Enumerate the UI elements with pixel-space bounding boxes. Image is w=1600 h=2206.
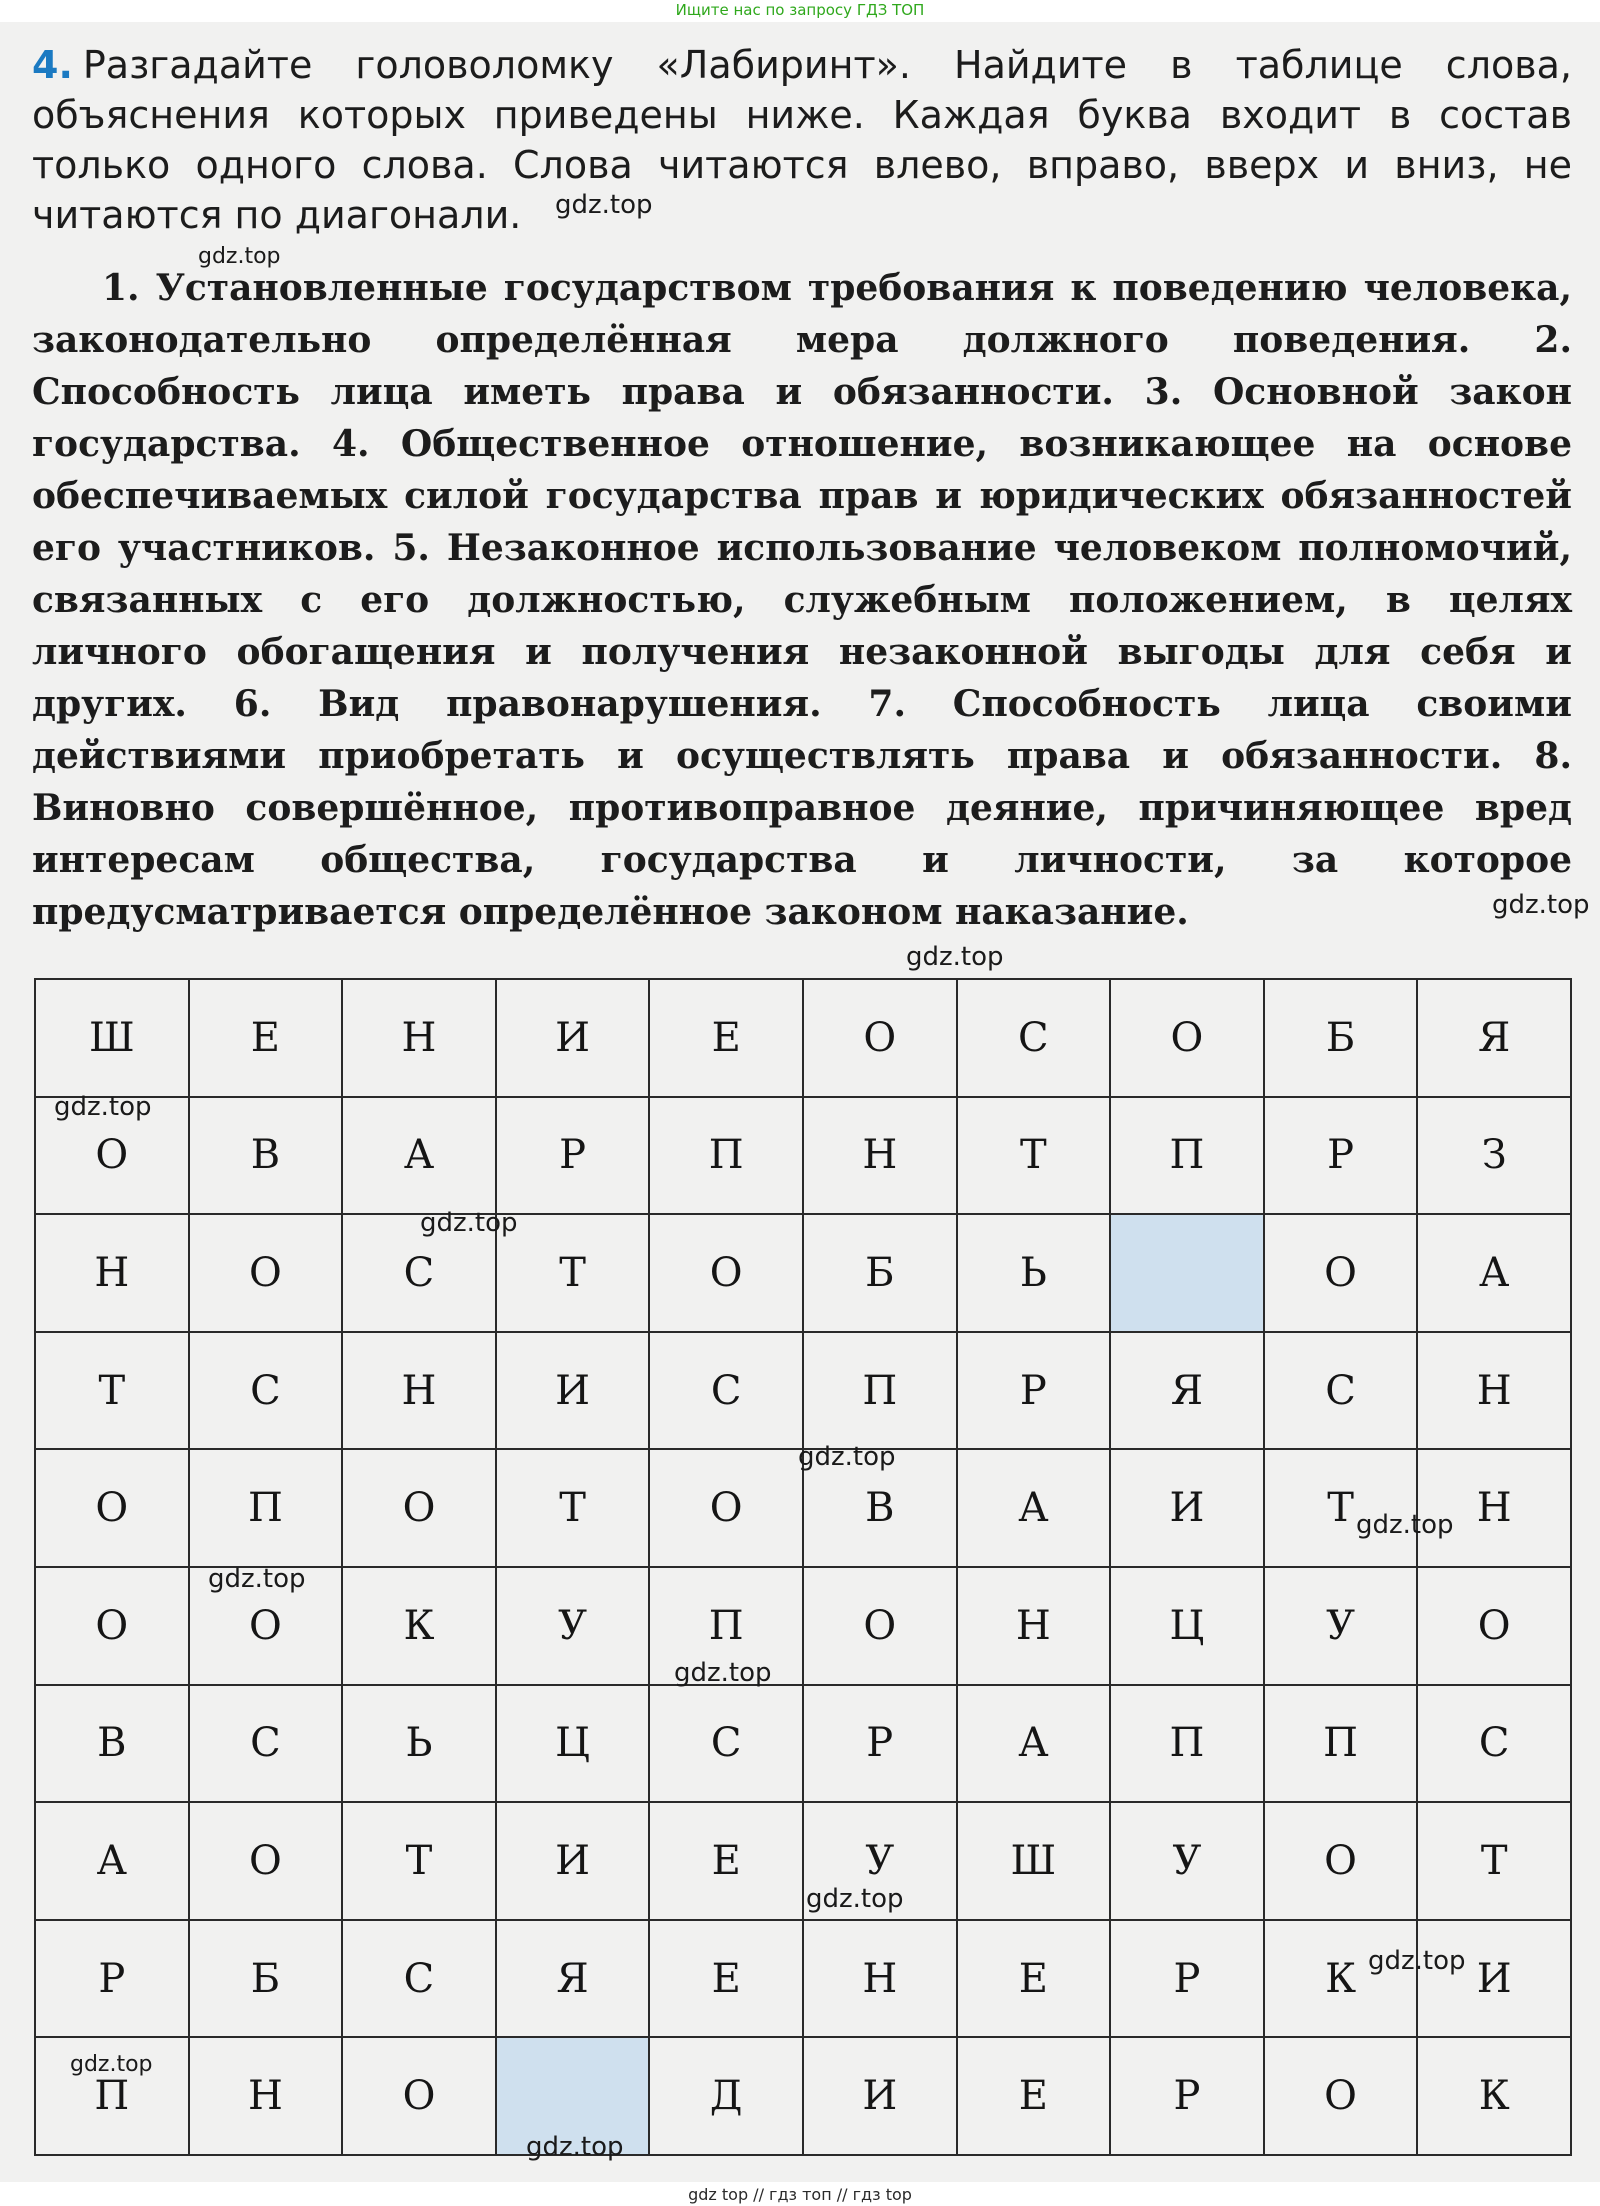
- grid-cell: К: [342, 1567, 496, 1685]
- grid-cell: Т: [1264, 1449, 1418, 1567]
- grid-cell: А: [1417, 1214, 1571, 1332]
- grid-cell: И: [496, 1332, 650, 1450]
- bottom-bar: gdz top // гдз топ // гдз top: [688, 2185, 912, 2204]
- grid-cell: О: [803, 1567, 957, 1685]
- definition-2-text: Способность лица иметь права и обязанности.: [32, 371, 1114, 413]
- watermark: gdz.top: [420, 1208, 518, 1238]
- grid-cell: Т: [957, 1097, 1111, 1215]
- grid-cell: Р: [35, 1920, 189, 2038]
- definition-1-text: Установленные государством требования к поведению человека, законодательно определённая мера должного поведения.: [32, 267, 1572, 361]
- grid-cell: Я: [1417, 979, 1571, 1097]
- grid-cell: О: [1264, 1214, 1418, 1332]
- definition-8-number: 8.: [1534, 735, 1572, 777]
- grid-row: [35, 1802, 1571, 1920]
- grid-cell: Н: [342, 979, 496, 1097]
- grid-row: [35, 1214, 1571, 1332]
- grid-cell: Т: [1417, 1802, 1571, 1920]
- grid-cell: Д: [649, 2037, 803, 2155]
- grid-cell: Н: [1417, 1449, 1571, 1567]
- task-instructions: Разгадайте головоломку «Лабиринт». Найдите в таблице слова, объяснения которых приведены ниже. Каждая буква входит в состав только одного слова. Слова читаются влево, вправо, вверх и вниз, не читаются по диагонали.: [32, 43, 1572, 237]
- definitions: [32, 262, 1572, 938]
- grid-cell: Н: [1417, 1332, 1571, 1450]
- grid-cell: У: [1264, 1567, 1418, 1685]
- grid-cell: П: [649, 1567, 803, 1685]
- grid-cell: А: [35, 1802, 189, 1920]
- grid-cell: Ь: [957, 1214, 1111, 1332]
- watermark: gdz.top: [208, 1564, 306, 1594]
- grid-cell: С: [342, 1214, 496, 1332]
- grid-cell: О: [189, 1567, 343, 1685]
- grid-cell: Р: [496, 1097, 650, 1215]
- grid-cell: С: [649, 1685, 803, 1803]
- grid-cell: О: [189, 1802, 343, 1920]
- grid-cell: Ш: [35, 979, 189, 1097]
- grid-cell: С: [189, 1685, 343, 1803]
- grid-cell: Е: [649, 979, 803, 1097]
- definition-5-text: Незаконное использование человеком полномочий, связанных с его должностью, служебным положением, в целях личного обогащения и получения незаконной выгоды для себя и других.: [32, 527, 1572, 725]
- grid-row: [35, 1685, 1571, 1803]
- grid-cell: К: [1264, 1920, 1418, 2038]
- grid-cell: В: [35, 1685, 189, 1803]
- grid-cell: О: [342, 2037, 496, 2155]
- grid-cell: У: [803, 1802, 957, 1920]
- grid-cell: О: [35, 1449, 189, 1567]
- grid-cell: С: [189, 1332, 343, 1450]
- watermark: gdz.top: [54, 1092, 152, 1122]
- grid-cell: Б: [1264, 979, 1418, 1097]
- grid-cell: Ш: [957, 1802, 1111, 1920]
- grid-cell: Н: [35, 1214, 189, 1332]
- grid-cell: Н: [342, 1332, 496, 1450]
- definition-2-number: 2.: [1534, 319, 1572, 361]
- grid-cell: И: [803, 2037, 957, 2155]
- grid-cell: О: [1110, 979, 1264, 1097]
- grid-cell: П: [803, 1332, 957, 1450]
- grid-cell: О: [649, 1449, 803, 1567]
- grid-cell: О: [342, 1449, 496, 1567]
- grid-cell: С: [1417, 1685, 1571, 1803]
- definition-3-text: Основной закон государства.: [32, 371, 1572, 465]
- definition-5-number: 5.: [392, 527, 430, 569]
- watermark: gdz.top: [555, 190, 653, 220]
- grid-cell: О: [803, 979, 957, 1097]
- grid-cell: С: [649, 1332, 803, 1450]
- grid-cell: Т: [35, 1332, 189, 1450]
- textbook-page: [0, 22, 1600, 2182]
- grid-cell: О: [1264, 1802, 1418, 1920]
- watermark: gdz.top: [1356, 1510, 1454, 1540]
- definition-8-text: Виновно совершённое, противоправное деяние, причиняющее вред интересам общества, государства и личности, за которое предусматривается определённое законом наказание.: [32, 787, 1572, 933]
- watermark: gdz.top: [1368, 1946, 1466, 1976]
- grid-cell: В: [803, 1449, 957, 1567]
- watermark: gdz.top: [1492, 890, 1590, 920]
- definition-7-text: Способность лица своими действиями приобретать и осуществлять права и обязанности.: [32, 683, 1572, 777]
- grid-cell: [1110, 1214, 1264, 1332]
- grid-cell: Б: [189, 1920, 343, 2038]
- grid-row: [35, 2037, 1571, 2155]
- watermark: gdz.top: [674, 1658, 772, 1688]
- task-text: [32, 40, 1572, 240]
- grid-cell: С: [957, 979, 1111, 1097]
- definition-7-number: 7.: [868, 683, 906, 725]
- grid-cell: Е: [649, 1920, 803, 2038]
- definition-1-number: 1.: [102, 267, 140, 309]
- grid-cell: А: [957, 1685, 1111, 1803]
- grid-cell: Р: [1110, 1920, 1264, 2038]
- grid-cell: Р: [803, 1685, 957, 1803]
- grid-cell: А: [957, 1449, 1111, 1567]
- grid-cell: О: [1264, 2037, 1418, 2155]
- grid-cell: С: [342, 1920, 496, 2038]
- grid-row: [35, 1332, 1571, 1450]
- watermark: gdz.top: [198, 244, 281, 269]
- grid-cell: П: [1110, 1097, 1264, 1215]
- grid-cell: П: [649, 1097, 803, 1215]
- watermark: gdz.top: [906, 942, 1004, 972]
- grid-cell: Я: [1110, 1332, 1264, 1450]
- grid-row: [35, 1920, 1571, 2038]
- grid-cell: О: [35, 1567, 189, 1685]
- grid-cell: О: [189, 1214, 343, 1332]
- top-banner: Ищите нас по запросу ГДЗ ТОП: [675, 1, 925, 19]
- grid-cell: П: [35, 2037, 189, 2155]
- grid-row: [35, 1097, 1571, 1215]
- grid-cell: О: [1417, 1567, 1571, 1685]
- grid-cell: У: [1110, 1802, 1264, 1920]
- definition-4-text: Общественное отношение, возникающее на основе обеспечиваемых силой государства прав и юридических обязанностей его участников.: [32, 423, 1572, 569]
- grid-row: [35, 979, 1571, 1097]
- grid-cell: Р: [1110, 2037, 1264, 2155]
- grid-cell: Ц: [496, 1685, 650, 1803]
- definition-6-number: 6.: [233, 683, 272, 725]
- task-number: 4.: [32, 43, 73, 87]
- definition-4-number: 4.: [331, 423, 370, 465]
- watermark: gdz.top: [806, 1884, 904, 1914]
- grid-cell: Ь: [342, 1685, 496, 1803]
- grid-cell: Е: [189, 979, 343, 1097]
- grid-cell: П: [1110, 1685, 1264, 1803]
- grid-cell: Е: [957, 1920, 1111, 2038]
- grid-cell: П: [189, 1449, 343, 1567]
- grid-cell: У: [496, 1567, 650, 1685]
- grid-cell: Н: [189, 2037, 343, 2155]
- grid-cell: П: [1264, 1685, 1418, 1803]
- grid-cell: Н: [803, 1097, 957, 1215]
- grid-cell: Т: [496, 1214, 650, 1332]
- definition-3-number: 3.: [1144, 371, 1183, 413]
- grid-cell: Р: [957, 1332, 1111, 1450]
- grid-cell: С: [1264, 1332, 1418, 1450]
- grid-cell: Ц: [1110, 1567, 1264, 1685]
- grid-cell: Р: [1264, 1097, 1418, 1215]
- grid-cell: Т: [342, 1802, 496, 1920]
- watermark: gdz.top: [526, 2132, 624, 2162]
- watermark: gdz.top: [70, 2052, 153, 2077]
- grid-cell: Т: [496, 1449, 650, 1567]
- grid-cell: Б: [803, 1214, 957, 1332]
- grid-cell: Н: [803, 1920, 957, 2038]
- grid-cell: А: [342, 1097, 496, 1215]
- grid-cell: Я: [496, 1920, 650, 2038]
- grid-cell: И: [1417, 1920, 1571, 2038]
- grid-cell: В: [189, 1097, 343, 1215]
- grid-cell: И: [496, 979, 650, 1097]
- grid-cell: Е: [957, 2037, 1111, 2155]
- watermark: gdz.top: [798, 1442, 896, 1472]
- grid-cell: И: [1110, 1449, 1264, 1567]
- grid-cell: О: [649, 1214, 803, 1332]
- grid-cell: О: [35, 1097, 189, 1215]
- grid-cell: К: [1417, 2037, 1571, 2155]
- definition-6-text: Вид правонарушения.: [318, 683, 822, 725]
- grid-cell: И: [496, 1802, 650, 1920]
- grid-cell: Н: [957, 1567, 1111, 1685]
- grid-cell: Е: [649, 1802, 803, 1920]
- grid-cell: З: [1417, 1097, 1571, 1215]
